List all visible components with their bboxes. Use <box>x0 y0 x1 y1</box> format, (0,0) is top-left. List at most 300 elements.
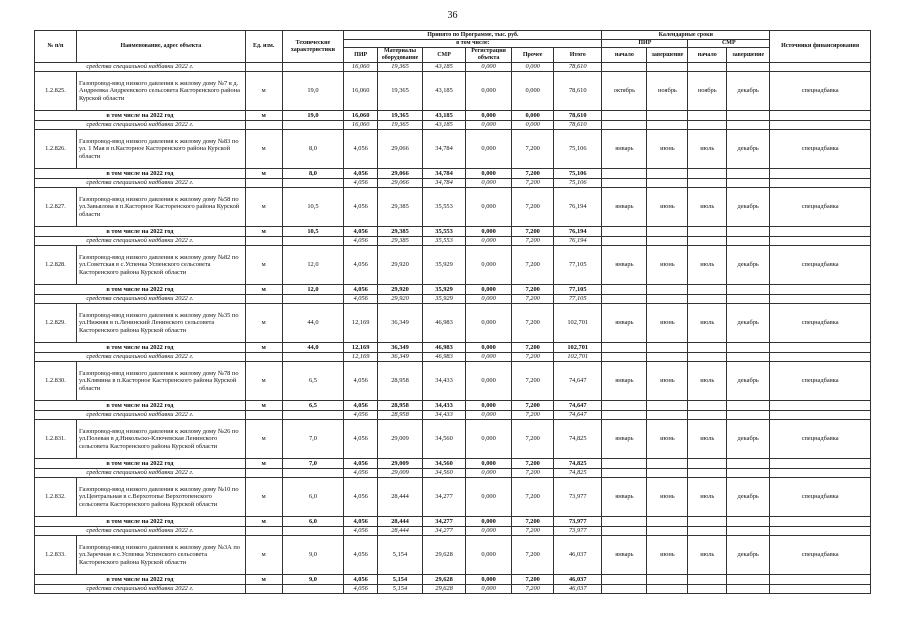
header-num: № п/п <box>35 31 77 63</box>
item-materials: 5,154 <box>377 536 422 575</box>
empty-cell <box>688 343 727 353</box>
year-total-smr: 46,983 <box>423 343 466 353</box>
item-registration: 0,000 <box>466 478 512 517</box>
empty-cell <box>770 575 871 585</box>
special-pir: 4,056 <box>344 585 378 594</box>
item-name: Газопровод-ввод низкого давления к жилому дому №7 в д. Андреевка Андреевского сельсовета Касторенского района Курской области <box>76 72 245 111</box>
empty-cell <box>602 169 647 179</box>
empty-cell <box>245 585 282 594</box>
item-row <box>35 188 871 227</box>
empty-cell <box>602 401 647 411</box>
special-row <box>35 469 871 478</box>
year-total-label: в том числе на 2022 год <box>35 517 246 527</box>
year-total-tech: 44,0 <box>282 343 344 353</box>
empty-cell <box>647 575 688 585</box>
year-total-total: 102,701 <box>554 343 602 353</box>
special-registration: 0,000 <box>466 353 512 362</box>
empty-cell <box>688 353 727 362</box>
year-total-row <box>35 111 871 121</box>
special-label: средства специальной надбавки 2022 г. <box>35 63 246 72</box>
empty-cell <box>688 459 727 469</box>
empty-cell <box>688 227 727 237</box>
special-label: средства специальной надбавки 2022 г. <box>35 295 246 304</box>
year-total-registration: 0,000 <box>466 169 512 179</box>
year-total-tech: 6,5 <box>282 401 344 411</box>
header-unit: Ед. изм. <box>245 31 282 63</box>
item-tech: 7,0 <box>282 420 344 459</box>
special-registration: 0,000 <box>466 411 512 420</box>
empty-cell <box>688 401 727 411</box>
special-other: 7,200 <box>512 353 554 362</box>
empty-cell <box>688 179 727 188</box>
year-total-registration: 0,000 <box>466 575 512 585</box>
item-materials: 29,385 <box>377 188 422 227</box>
item-other: 7,200 <box>512 246 554 285</box>
item-smr-start: июль <box>688 536 727 575</box>
table-body <box>35 63 871 594</box>
empty-cell <box>770 527 871 536</box>
item-tech: 12,0 <box>282 246 344 285</box>
item-unit: м <box>245 188 282 227</box>
header-smr-end: завершение <box>727 48 770 63</box>
special-total: 102,701 <box>554 353 602 362</box>
item-row <box>35 536 871 575</box>
year-total-label: в том числе на 2022 год <box>35 111 246 121</box>
item-smr-end: декабрь <box>727 478 770 517</box>
year-total-materials: 29,920 <box>377 285 422 295</box>
empty-cell <box>602 121 647 130</box>
special-registration: 0,000 <box>466 63 512 72</box>
item-source: спецнадбавка <box>770 188 871 227</box>
empty-cell <box>688 527 727 536</box>
special-materials: 28,444 <box>377 527 422 536</box>
special-smr: 43,185 <box>423 121 466 130</box>
special-materials: 29,066 <box>377 179 422 188</box>
year-total-total: 74,825 <box>554 459 602 469</box>
empty-cell <box>282 179 344 188</box>
item-smr: 35,929 <box>423 246 466 285</box>
item-materials: 28,444 <box>377 478 422 517</box>
item-total: 78,610 <box>554 72 602 111</box>
page-number: 36 <box>447 10 458 21</box>
special-registration: 0,000 <box>466 179 512 188</box>
empty-cell <box>602 237 647 246</box>
header-registration: Регистрация объекта <box>466 48 512 63</box>
year-total-total: 77,105 <box>554 285 602 295</box>
year-total-pir: 4,056 <box>344 285 378 295</box>
item-other: 0,000 <box>512 72 554 111</box>
header-cal-smr: СМР <box>688 40 770 48</box>
item-name: Газопровод-ввод низкого давления к жилому дому №83 по ул. 1 Мая в п.Касторное Касторенского района Курской области <box>76 130 245 169</box>
special-pir: 4,056 <box>344 295 378 304</box>
empty-cell <box>647 121 688 130</box>
item-pir-end: июнь <box>647 420 688 459</box>
item-pir-end: июнь <box>647 304 688 343</box>
special-pir: 12,169 <box>344 353 378 362</box>
item-unit: м <box>245 420 282 459</box>
year-total-materials: 5,154 <box>377 575 422 585</box>
empty-cell <box>727 111 770 121</box>
header-calendar: Календарные сроки <box>602 31 770 40</box>
item-unit: м <box>245 304 282 343</box>
year-total-smr: 34,277 <box>423 517 466 527</box>
item-pir-start: январь <box>602 246 647 285</box>
year-total-row <box>35 459 871 469</box>
item-num: 1.2.829. <box>35 304 77 343</box>
empty-cell <box>647 179 688 188</box>
item-unit: м <box>245 130 282 169</box>
program-table <box>34 30 871 594</box>
special-total: 73,977 <box>554 527 602 536</box>
empty-cell <box>770 353 871 362</box>
year-total-row <box>35 285 871 295</box>
empty-cell <box>602 517 647 527</box>
special-other: 7,200 <box>512 179 554 188</box>
special-materials: 36,349 <box>377 353 422 362</box>
special-registration: 0,000 <box>466 295 512 304</box>
empty-cell <box>688 517 727 527</box>
year-total-pir: 4,056 <box>344 401 378 411</box>
special-row <box>35 411 871 420</box>
item-unit: м <box>245 536 282 575</box>
empty-cell <box>770 237 871 246</box>
item-materials: 19,365 <box>377 72 422 111</box>
year-total-row <box>35 343 871 353</box>
item-source: спецнадбавка <box>770 246 871 285</box>
item-registration: 0,000 <box>466 536 512 575</box>
year-total-tech: 7,0 <box>282 459 344 469</box>
item-registration: 0,000 <box>466 130 512 169</box>
year-total-total: 76,194 <box>554 227 602 237</box>
special-label: средства специальной надбавки 2022 г. <box>35 353 246 362</box>
empty-cell <box>602 411 647 420</box>
empty-cell <box>602 285 647 295</box>
special-row <box>35 353 871 362</box>
special-row <box>35 527 871 536</box>
year-total-tech: 12,0 <box>282 285 344 295</box>
empty-cell <box>727 459 770 469</box>
item-source: спецнадбавка <box>770 130 871 169</box>
empty-cell <box>602 459 647 469</box>
item-materials: 29,920 <box>377 246 422 285</box>
special-total: 76,194 <box>554 237 602 246</box>
item-registration: 0,000 <box>466 304 512 343</box>
special-materials: 29,009 <box>377 469 422 478</box>
header-name: Наименование, адрес объекта <box>76 31 245 63</box>
year-total-label: в том числе на 2022 год <box>35 401 246 411</box>
year-total-total: 78,610 <box>554 111 602 121</box>
item-pir: 4,056 <box>344 420 378 459</box>
header-materials: Материалы оборудование <box>377 48 422 63</box>
empty-cell <box>727 411 770 420</box>
empty-cell <box>647 169 688 179</box>
year-total-tech: 9,0 <box>282 575 344 585</box>
year-total-pir: 12,169 <box>344 343 378 353</box>
empty-cell <box>770 121 871 130</box>
header-program: Принято по Программе, тыс. руб. <box>344 31 602 40</box>
item-unit: м <box>245 246 282 285</box>
empty-cell <box>602 527 647 536</box>
item-tech: 6,5 <box>282 362 344 401</box>
item-total: 76,194 <box>554 188 602 227</box>
year-total-pir: 4,056 <box>344 227 378 237</box>
item-tech: 8,0 <box>282 130 344 169</box>
empty-cell <box>282 411 344 420</box>
empty-cell <box>688 169 727 179</box>
year-total-registration: 0,000 <box>466 343 512 353</box>
special-materials: 19,365 <box>377 63 422 72</box>
year-total-unit: м <box>245 111 282 121</box>
year-total-pir: 4,056 <box>344 517 378 527</box>
year-total-label: в том числе на 2022 год <box>35 285 246 295</box>
year-total-label: в том числе на 2022 год <box>35 169 246 179</box>
item-other: 7,200 <box>512 478 554 517</box>
item-smr-start: июль <box>688 130 727 169</box>
empty-cell <box>647 343 688 353</box>
item-pir-end: июнь <box>647 362 688 401</box>
year-total-registration: 0,000 <box>466 227 512 237</box>
special-registration: 0,000 <box>466 527 512 536</box>
year-total-label: в том числе на 2022 год <box>35 343 246 353</box>
empty-cell <box>647 401 688 411</box>
item-smr: 34,433 <box>423 362 466 401</box>
empty-cell <box>245 121 282 130</box>
item-smr: 35,553 <box>423 188 466 227</box>
item-name: Газопровод-ввод низкого давления к жилому дому №58 по ул.Завьялова в п.Касторное Касторенского района Курской области <box>76 188 245 227</box>
year-total-registration: 0,000 <box>466 111 512 121</box>
year-total-other: 7,200 <box>512 343 554 353</box>
item-smr-start: ноябрь <box>688 72 727 111</box>
empty-cell <box>245 469 282 478</box>
item-source: спецнадбавка <box>770 420 871 459</box>
item-total: 75,106 <box>554 130 602 169</box>
header-total: Итого <box>554 48 602 63</box>
empty-cell <box>688 237 727 246</box>
item-smr-end: декабрь <box>727 188 770 227</box>
empty-cell <box>245 411 282 420</box>
item-unit: м <box>245 478 282 517</box>
year-total-pir: 4,056 <box>344 169 378 179</box>
special-row <box>35 121 871 130</box>
header-other: Прочее <box>512 48 554 63</box>
special-total: 74,647 <box>554 411 602 420</box>
item-row <box>35 304 871 343</box>
item-smr: 34,784 <box>423 130 466 169</box>
empty-cell <box>727 169 770 179</box>
year-total-other: 7,200 <box>512 227 554 237</box>
year-total-unit: м <box>245 575 282 585</box>
item-pir: 4,056 <box>344 188 378 227</box>
empty-cell <box>688 285 727 295</box>
item-smr: 34,560 <box>423 420 466 459</box>
empty-cell <box>770 169 871 179</box>
empty-cell <box>727 343 770 353</box>
empty-cell <box>282 121 344 130</box>
item-total: 73,977 <box>554 478 602 517</box>
item-tech: 44,0 <box>282 304 344 343</box>
item-registration: 0,000 <box>466 362 512 401</box>
item-pir-end: июнь <box>647 130 688 169</box>
header-cal-pir: ПИР <box>602 40 688 48</box>
empty-cell <box>727 401 770 411</box>
item-num: 1.2.825. <box>35 72 77 111</box>
empty-cell <box>282 527 344 536</box>
item-smr-start: июль <box>688 362 727 401</box>
empty-cell <box>282 237 344 246</box>
year-total-other: 7,200 <box>512 517 554 527</box>
item-pir: 16,060 <box>344 72 378 111</box>
year-total-smr: 34,433 <box>423 401 466 411</box>
item-smr-end: декабрь <box>727 304 770 343</box>
empty-cell <box>245 353 282 362</box>
year-total-smr: 34,784 <box>423 169 466 179</box>
year-total-other: 7,200 <box>512 285 554 295</box>
item-pir: 4,056 <box>344 478 378 517</box>
special-total: 74,825 <box>554 469 602 478</box>
special-smr: 34,277 <box>423 527 466 536</box>
item-total: 74,825 <box>554 420 602 459</box>
item-row <box>35 362 871 401</box>
year-total-total: 74,647 <box>554 401 602 411</box>
special-other: 7,200 <box>512 295 554 304</box>
year-total-row <box>35 227 871 237</box>
empty-cell <box>770 295 871 304</box>
year-total-pir: 16,060 <box>344 111 378 121</box>
item-smr: 34,277 <box>423 478 466 517</box>
item-smr-start: июль <box>688 478 727 517</box>
special-other: 0,000 <box>512 121 554 130</box>
year-total-materials: 29,009 <box>377 459 422 469</box>
special-other: 7,200 <box>512 237 554 246</box>
empty-cell <box>727 527 770 536</box>
special-total: 77,105 <box>554 295 602 304</box>
item-smr-end: декабрь <box>727 420 770 459</box>
empty-cell <box>727 227 770 237</box>
special-row <box>35 179 871 188</box>
year-total-tech: 6,0 <box>282 517 344 527</box>
item-pir: 4,056 <box>344 246 378 285</box>
item-pir-start: январь <box>602 362 647 401</box>
empty-cell <box>770 285 871 295</box>
special-label: средства специальной надбавки 2022 г. <box>35 411 246 420</box>
item-total: 102,701 <box>554 304 602 343</box>
empty-cell <box>282 469 344 478</box>
special-pir: 4,056 <box>344 527 378 536</box>
item-num: 1.2.831. <box>35 420 77 459</box>
year-total-materials: 29,066 <box>377 169 422 179</box>
year-total-row <box>35 517 871 527</box>
special-row <box>35 295 871 304</box>
item-pir-end: ноябрь <box>647 72 688 111</box>
year-total-unit: м <box>245 459 282 469</box>
special-label: средства специальной надбавки 2022 г. <box>35 179 246 188</box>
year-total-smr: 43,185 <box>423 111 466 121</box>
empty-cell <box>770 517 871 527</box>
special-row <box>35 237 871 246</box>
empty-cell <box>688 469 727 478</box>
empty-cell <box>770 411 871 420</box>
item-source: спецнадбавка <box>770 72 871 111</box>
empty-cell <box>647 411 688 420</box>
special-registration: 0,000 <box>466 121 512 130</box>
empty-cell <box>688 411 727 420</box>
year-total-materials: 29,385 <box>377 227 422 237</box>
item-other: 7,200 <box>512 188 554 227</box>
year-total-unit: м <box>245 401 282 411</box>
year-total-other: 0,000 <box>512 111 554 121</box>
item-pir-start: январь <box>602 420 647 459</box>
empty-cell <box>602 353 647 362</box>
header-tech: Технические характеристики <box>282 31 344 63</box>
empty-cell <box>602 295 647 304</box>
item-tech: 9,0 <box>282 536 344 575</box>
special-total: 75,106 <box>554 179 602 188</box>
empty-cell <box>770 111 871 121</box>
empty-cell <box>770 227 871 237</box>
item-total: 74,647 <box>554 362 602 401</box>
empty-cell <box>602 575 647 585</box>
item-name: Газопровод-ввод низкого давления к жилому дому №82 по ул.Советская в с.Успенка Успенского сельсовета Касторенского района Курской области <box>76 246 245 285</box>
year-total-unit: м <box>245 343 282 353</box>
header-sources: Источники финансирования <box>770 31 871 63</box>
empty-cell <box>727 295 770 304</box>
header-incl: в том числе: <box>344 40 602 48</box>
empty-cell <box>602 585 647 594</box>
empty-cell <box>727 585 770 594</box>
special-materials: 5,154 <box>377 585 422 594</box>
special-pir: 4,056 <box>344 469 378 478</box>
item-other: 7,200 <box>512 362 554 401</box>
empty-cell <box>647 469 688 478</box>
item-pir-end: июнь <box>647 478 688 517</box>
item-num: 1.2.827. <box>35 188 77 227</box>
empty-cell <box>282 353 344 362</box>
special-materials: 19,365 <box>377 121 422 130</box>
year-total-unit: м <box>245 285 282 295</box>
year-total-pir: 4,056 <box>344 575 378 585</box>
item-name: Газопровод-ввод низкого давления к жилому дому №78 по ул.Клямина в п.Касторное Касторенского района Курской области <box>76 362 245 401</box>
item-row <box>35 420 871 459</box>
special-pir: 4,056 <box>344 411 378 420</box>
item-pir: 12,169 <box>344 304 378 343</box>
empty-cell <box>770 179 871 188</box>
year-total-materials: 19,365 <box>377 111 422 121</box>
special-registration: 0,000 <box>466 585 512 594</box>
item-source: спецнадбавка <box>770 304 871 343</box>
item-pir-start: январь <box>602 304 647 343</box>
empty-cell <box>245 179 282 188</box>
empty-cell <box>245 295 282 304</box>
special-row <box>35 63 871 72</box>
year-total-unit: м <box>245 227 282 237</box>
item-num: 1.2.830. <box>35 362 77 401</box>
year-total-materials: 28,444 <box>377 517 422 527</box>
item-smr-end: декабрь <box>727 72 770 111</box>
item-pir-end: июнь <box>647 246 688 285</box>
year-total-registration: 0,000 <box>466 401 512 411</box>
item-name: Газопровод-ввод низкого давления к жилому дому №35 по ул.Нижняя в п.Ленинский Ленинского сельсовета Касторенского района Курской области <box>76 304 245 343</box>
special-total: 78,610 <box>554 63 602 72</box>
year-total-total: 73,977 <box>554 517 602 527</box>
special-smr: 29,628 <box>423 585 466 594</box>
special-total: 46,037 <box>554 585 602 594</box>
item-total: 46,037 <box>554 536 602 575</box>
empty-cell <box>602 111 647 121</box>
header-pir: ПИР <box>344 48 378 63</box>
empty-cell <box>245 527 282 536</box>
empty-cell <box>727 121 770 130</box>
empty-cell <box>688 121 727 130</box>
